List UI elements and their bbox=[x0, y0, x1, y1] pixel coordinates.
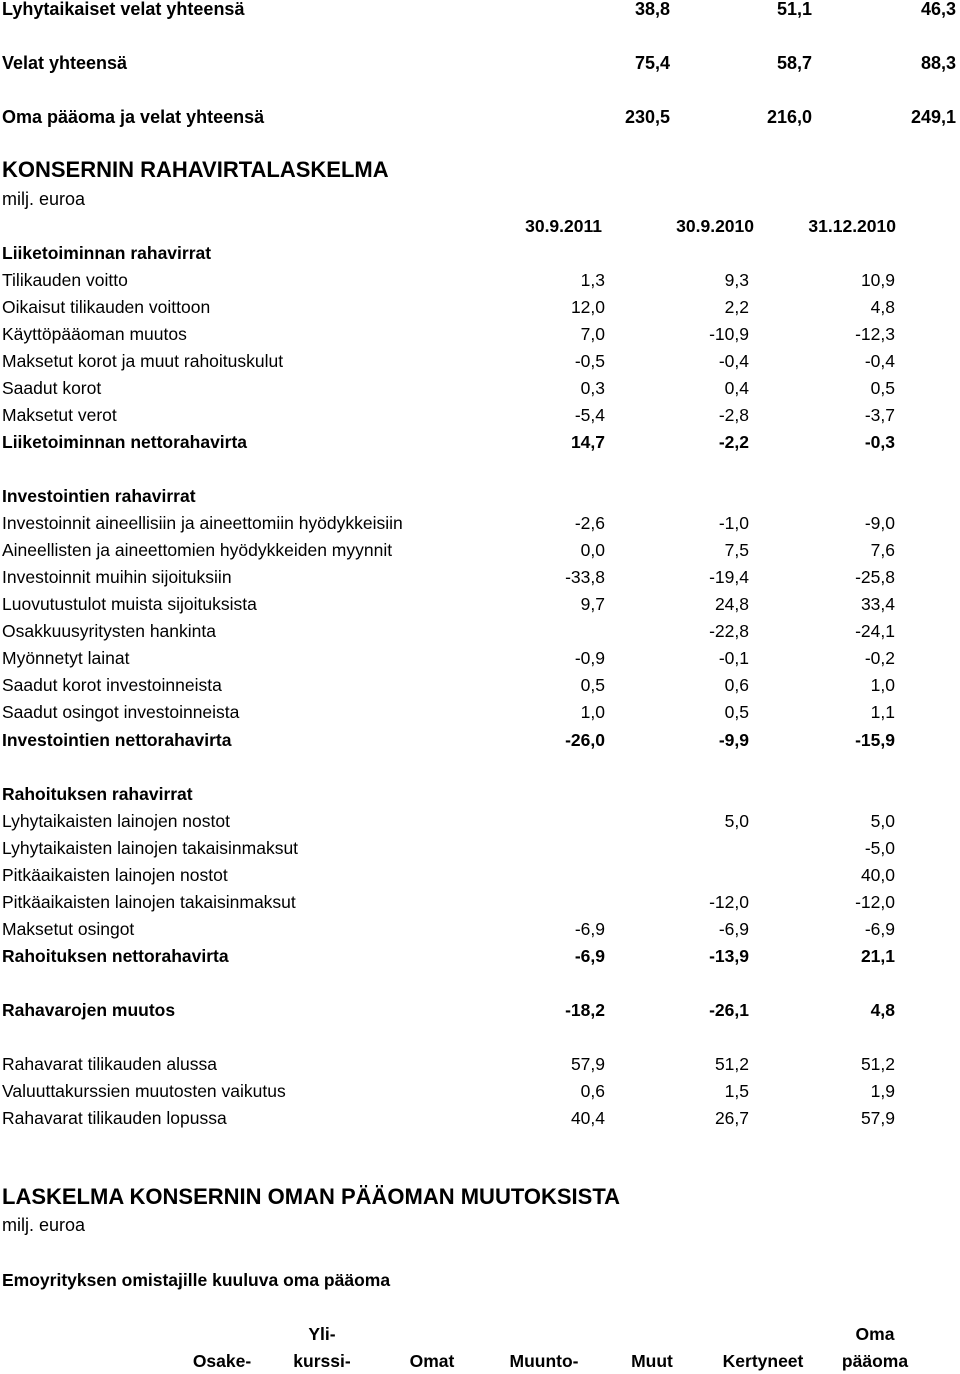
cashflow-value: -26,1 bbox=[709, 1000, 749, 1020]
balance-row-value: 46,3 bbox=[920, 0, 956, 19]
cashflow-column-header: 30.9.2010 bbox=[676, 216, 754, 236]
cashflow-unit: milj. euroa bbox=[2, 189, 86, 209]
cashflow-value: -1,0 bbox=[718, 513, 749, 533]
cashflow-value: -9,9 bbox=[718, 730, 749, 750]
cashflow-value: -6,9 bbox=[574, 946, 605, 966]
cashflow-value: 2,2 bbox=[724, 297, 749, 317]
cashflow-value: -6,9 bbox=[864, 919, 895, 939]
equity-column-header: kurssi- bbox=[293, 1351, 351, 1371]
equity-column-header-top: Oma bbox=[855, 1324, 895, 1344]
cashflow-value: 1,1 bbox=[870, 702, 895, 722]
cashflow-value: 0,6 bbox=[580, 1081, 605, 1101]
balance-row-label: Oma pääoma ja velat yhteensä bbox=[2, 107, 265, 127]
cashflow-value: -5,0 bbox=[864, 838, 895, 858]
cashflow-value: 51,2 bbox=[714, 1054, 749, 1074]
cashflow-value: 0,6 bbox=[724, 675, 749, 695]
equity-unit: milj. euroa bbox=[2, 1215, 86, 1235]
cashflow-value: -12,0 bbox=[709, 892, 749, 912]
cashflow-value: 1,0 bbox=[870, 675, 895, 695]
balance-row-value: 88,3 bbox=[920, 53, 956, 73]
cashflow-row-label: Investoinnit muihin sijoituksiin bbox=[2, 567, 232, 587]
cashflow-value: -26,0 bbox=[565, 730, 605, 750]
equity-column-header: Osake- bbox=[192, 1351, 252, 1371]
cashflow-section-label: Liiketoiminnan rahavirrat bbox=[2, 243, 212, 263]
cashflow-value: 0,5 bbox=[724, 702, 749, 722]
balance-row-value: 51,1 bbox=[776, 0, 812, 19]
cashflow-row-label: Saadut osingot investoinneista bbox=[2, 702, 240, 722]
cashflow-value: 0,5 bbox=[870, 378, 895, 398]
cashflow-value: -6,9 bbox=[574, 919, 605, 939]
cashflow-value: 57,9 bbox=[570, 1054, 605, 1074]
equity-title: LASKELMA KONSERNIN OMAN PÄÄOMAN MUUTOKSISTA bbox=[2, 1184, 621, 1209]
equity-column-header: Muunto- bbox=[509, 1351, 579, 1371]
cashflow-row-label: Maksetut verot bbox=[2, 405, 117, 425]
cashflow-column-header: 31.12.2010 bbox=[808, 216, 896, 236]
cashflow-row-label: Investoinnit aineellisiin ja aineettomiin hyödykkeisiin bbox=[2, 513, 403, 533]
cashflow-value: -5,4 bbox=[574, 405, 605, 425]
equity-column-header: Kertyneet bbox=[722, 1351, 804, 1371]
cashflow-value: -12,0 bbox=[855, 892, 895, 912]
cashflow-row-label: Oikaisut tilikauden voittoon bbox=[2, 297, 211, 317]
cashflow-value: 26,7 bbox=[714, 1108, 749, 1128]
balance-row-value: 75,4 bbox=[634, 53, 670, 73]
cashflow-value: -0,2 bbox=[864, 648, 895, 668]
cashflow-row-label: Maksetut korot ja muut rahoituskulut bbox=[2, 351, 284, 371]
cashflow-value: 10,9 bbox=[860, 270, 895, 290]
cashflow-row-label: Saadut korot bbox=[2, 378, 102, 398]
cashflow-value: 9,7 bbox=[580, 594, 605, 614]
balance-row-value: 230,5 bbox=[624, 107, 670, 127]
cashflow-value: 40,4 bbox=[570, 1108, 605, 1128]
equity-subtitle: Emoyrityksen omistajille kuuluva oma pääoma bbox=[2, 1270, 391, 1290]
cashflow-value: 1,0 bbox=[580, 702, 605, 722]
cashflow-value: -3,7 bbox=[864, 405, 895, 425]
cashflow-title: KONSERNIN RAHAVIRTALASKELMA bbox=[2, 157, 389, 182]
cashflow-row-label: Lyhytaikaisten lainojen nostot bbox=[2, 811, 230, 831]
cashflow-value: -0,9 bbox=[574, 648, 605, 668]
cashflow-value: 9,3 bbox=[724, 270, 749, 290]
cashflow-section-label: Investointien rahavirrat bbox=[2, 486, 196, 506]
cashflow-value: -0,4 bbox=[718, 351, 749, 371]
cashflow-value: -2,8 bbox=[718, 405, 749, 425]
equity-column-header-top: Yli- bbox=[308, 1324, 336, 1344]
cashflow-value: -13,9 bbox=[709, 946, 749, 966]
cashflow-row-label: Rahavarat tilikauden alussa bbox=[2, 1054, 217, 1074]
cashflow-value: -10,9 bbox=[709, 324, 749, 344]
balance-row-value: 58,7 bbox=[776, 53, 812, 73]
cashflow-value: 7,5 bbox=[724, 540, 749, 560]
cashflow-value: -2,6 bbox=[574, 513, 605, 533]
balance-row-value: 216,0 bbox=[766, 107, 812, 127]
cashflow-section-label: Rahoituksen rahavirrat bbox=[2, 784, 193, 804]
cashflow-value: -24,1 bbox=[855, 621, 895, 641]
cashflow-value: 0,5 bbox=[580, 675, 605, 695]
cashflow-row-label: Pitkäaikaisten lainojen takaisinmaksut bbox=[2, 892, 296, 912]
cashflow-section-label: Rahavarojen muutos bbox=[2, 1000, 176, 1020]
cashflow-value: -18,2 bbox=[565, 1000, 605, 1020]
cashflow-value: 1,5 bbox=[724, 1081, 749, 1101]
cashflow-value: 33,4 bbox=[860, 594, 895, 614]
cashflow-row-label: Pitkäaikaisten lainojen nostot bbox=[2, 865, 228, 885]
cashflow-value: -0,1 bbox=[718, 648, 749, 668]
cashflow-value: 40,0 bbox=[860, 865, 895, 885]
cashflow-row-label: Aineellisten ja aineettomien hyödykkeiden myynnit bbox=[2, 540, 393, 560]
cashflow-row-label: Saadut korot investoinneista bbox=[2, 675, 222, 695]
cashflow-value: 5,0 bbox=[724, 811, 749, 831]
cashflow-value: 7,0 bbox=[580, 324, 605, 344]
cashflow-row-label: Myönnetyt lainat bbox=[2, 648, 130, 668]
balance-row-label: Velat yhteensä bbox=[2, 53, 128, 73]
cashflow-column-header: 30.9.2011 bbox=[525, 216, 602, 236]
cashflow-row-label: Maksetut osingot bbox=[2, 919, 135, 939]
balance-row-value: 38,8 bbox=[634, 0, 670, 19]
cashflow-row-label: Rahavarat tilikauden lopussa bbox=[2, 1108, 227, 1128]
cashflow-row-label: Luovutustulot muista sijoituksista bbox=[2, 594, 257, 614]
cashflow-section-label: Liiketoiminnan nettorahavirta bbox=[2, 432, 248, 452]
cashflow-value: -0,3 bbox=[864, 432, 895, 452]
cashflow-row-label: Käyttöpääoman muutos bbox=[2, 324, 187, 344]
cashflow-value: -12,3 bbox=[855, 324, 895, 344]
cashflow-value: 57,9 bbox=[860, 1108, 895, 1128]
cashflow-value: 24,8 bbox=[714, 594, 749, 614]
cashflow-value: 0,4 bbox=[724, 378, 749, 398]
cashflow-value: 1,3 bbox=[580, 270, 605, 290]
cashflow-row-label: Valuuttakurssien muutosten vaikutus bbox=[2, 1081, 286, 1101]
equity-column-header: Muut bbox=[631, 1351, 673, 1371]
balance-row-value: 249,1 bbox=[910, 107, 956, 127]
cashflow-value: -2,2 bbox=[718, 432, 749, 452]
cashflow-value: 4,8 bbox=[870, 297, 895, 317]
cashflow-value: 21,1 bbox=[860, 946, 895, 966]
cashflow-value: -0,5 bbox=[574, 351, 605, 371]
cashflow-section-label: Investointien nettorahavirta bbox=[2, 730, 232, 750]
cashflow-value: -22,8 bbox=[709, 621, 749, 641]
cashflow-value: 51,2 bbox=[860, 1054, 895, 1074]
cashflow-value: 1,9 bbox=[870, 1081, 895, 1101]
cashflow-value: 7,6 bbox=[870, 540, 895, 560]
cashflow-value: 0,0 bbox=[580, 540, 605, 560]
cashflow-value: -19,4 bbox=[709, 567, 749, 587]
cashflow-value: -9,0 bbox=[864, 513, 895, 533]
cashflow-value: -0,4 bbox=[864, 351, 895, 371]
balance-row-label: Lyhytaikaiset velat yhteensä bbox=[2, 0, 245, 19]
cashflow-value: 0,3 bbox=[580, 378, 605, 398]
cashflow-value: 4,8 bbox=[870, 1000, 895, 1020]
equity-column-header: pääoma bbox=[841, 1351, 909, 1371]
cashflow-value: 12,0 bbox=[570, 297, 605, 317]
equity-column-header: Omat bbox=[409, 1351, 455, 1371]
cashflow-value: -33,8 bbox=[565, 567, 605, 587]
cashflow-row-label: Tilikauden voitto bbox=[2, 270, 128, 290]
cashflow-row-label: Osakkuusyritysten hankinta bbox=[2, 621, 216, 641]
cashflow-value: -6,9 bbox=[718, 919, 749, 939]
cashflow-value: -15,9 bbox=[855, 730, 895, 750]
cashflow-value: 5,0 bbox=[870, 811, 895, 831]
cashflow-value: 14,7 bbox=[570, 432, 605, 452]
cashflow-value: -25,8 bbox=[855, 567, 895, 587]
cashflow-section-label: Rahoituksen nettorahavirta bbox=[2, 946, 229, 966]
cashflow-row-label: Lyhytaikaisten lainojen takaisinmaksut bbox=[2, 838, 299, 858]
